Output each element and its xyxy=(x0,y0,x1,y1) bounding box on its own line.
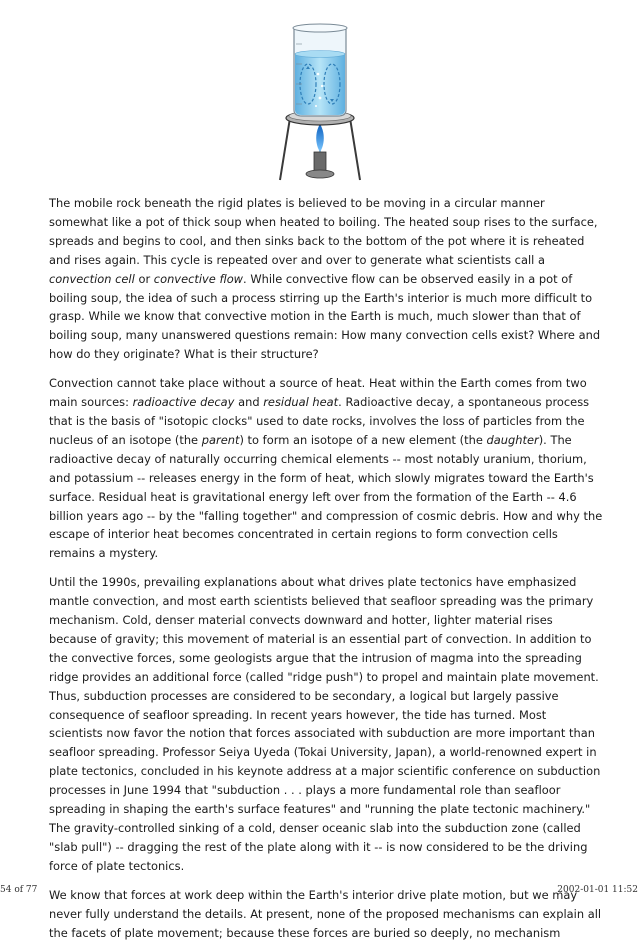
italic-term: convection cell xyxy=(49,271,135,286)
page-number: 54 of 77 xyxy=(0,885,38,895)
text-run: The mobile rock beneath the rigid plates is believed to be moving in a circular manner somewhat like a pot of thick soup when heated to boiling. The heated soup rises to the surface, spreads and begins to cool, and then sinks back to the bottom of the pot where it is reheated and rises again. This cycle is repeated over and over to generate what scientists call a xyxy=(49,196,598,267)
text-run: or xyxy=(134,271,154,286)
print-timestamp: 2002-01-01 11:52 xyxy=(557,885,638,895)
paragraph xyxy=(49,374,603,563)
article-body xyxy=(49,194,603,952)
text-run: . Radioactive decay, a spontaneous process that is the basis of "isotopic clocks" used to date rocks, involves the loss of particles from the nucleus of an isotope (the xyxy=(49,395,590,447)
text-run: ). The radioactive decay of naturally occurring chemical elements -- most notably uranium, thorium, and potassium -- releases energy in the form of heat, which slowly migrates toward the Earth's surface. Residual heat is gravitational energy left over from the formation of the Earth -- 4.6 billion years ago -- by the "falling together" and compression of cosmic debris. How and why the escape of interior heat becomes concentrated in certain regions to form convection cells remains a mystery. xyxy=(49,432,603,561)
paragraph xyxy=(49,194,603,364)
paragraph xyxy=(49,886,603,943)
italic-term: radioactive decay xyxy=(132,395,235,410)
text-run: We know that forces at work deep within the Earth's interior drive plate motion, but we may never fully understand the details. At present, none of the proposed mechanisms can explain all the facets of plate movement; because these forces are buried so deeply, no mechanism xyxy=(49,887,602,940)
text-run: Convection cannot take place without a source of heat. Heat within the Earth comes from two main sources: xyxy=(49,376,587,410)
italic-term: convective flow xyxy=(153,271,244,286)
text-run: . While convective flow can be observed easily in a pot of boiling soup, the idea of such a process stirring up the Earth's interior is much more difficult to grasp. While we know that convective motion in the Earth is much, much slower than that of boiling soup, many unanswered questions remain: How many convection cells exist? Where and how do they originate? What is their structure? xyxy=(49,271,601,362)
convection-beaker-illustration xyxy=(272,14,368,186)
paragraph xyxy=(49,573,603,876)
text-run: and xyxy=(234,395,264,410)
text-run: ) to form an isotope of a new element (the xyxy=(239,432,487,447)
italic-term: residual heat xyxy=(263,395,339,410)
italic-term: daughter xyxy=(486,432,539,447)
italic-term: parent xyxy=(201,432,240,447)
beaker-on-burner-convection-icon xyxy=(272,14,368,186)
text-run: Until the 1990s, prevailing explanations about what drives plate tectonics have emphasized mantle convection, and most earth scientists believed that seafloor spreading was the primary mechanism. Cold, denser material convects downward and hotter, lighter material rises because of gravity; this movement of material is an essential part of convection. In addition to the convective forces, some geologists argue that the intrusion of magma into the spreading ridge provides an additional force (called "ridge push") to propel and maintain plate movement. Thus, subduction processes are considered to be secondary, a logical but largely passive consequence of seafloor spreading. In recent years however, the tide has turned. Most scientists now favor the notion that forces associated with subduction are more important than seafloor spreading. Professor Seiya Uyeda (Tokai University, Japan), a world-renowned expert in plate tectonics, concluded in his keynote address at a major scientific conference on subduction processes in June 1994 that "subduction . . . plays a more fundamental role than seafloor spreading in shaping the earth's surface features" and "running the plate tectonic machinery." The gravity-controlled sinking of a cold, denser oceanic slab into the subduction zone (called "slab pull") -- dragging the rest of the plate along with it -- is now considered to be the driving force of plate tectonics. xyxy=(49,575,601,873)
